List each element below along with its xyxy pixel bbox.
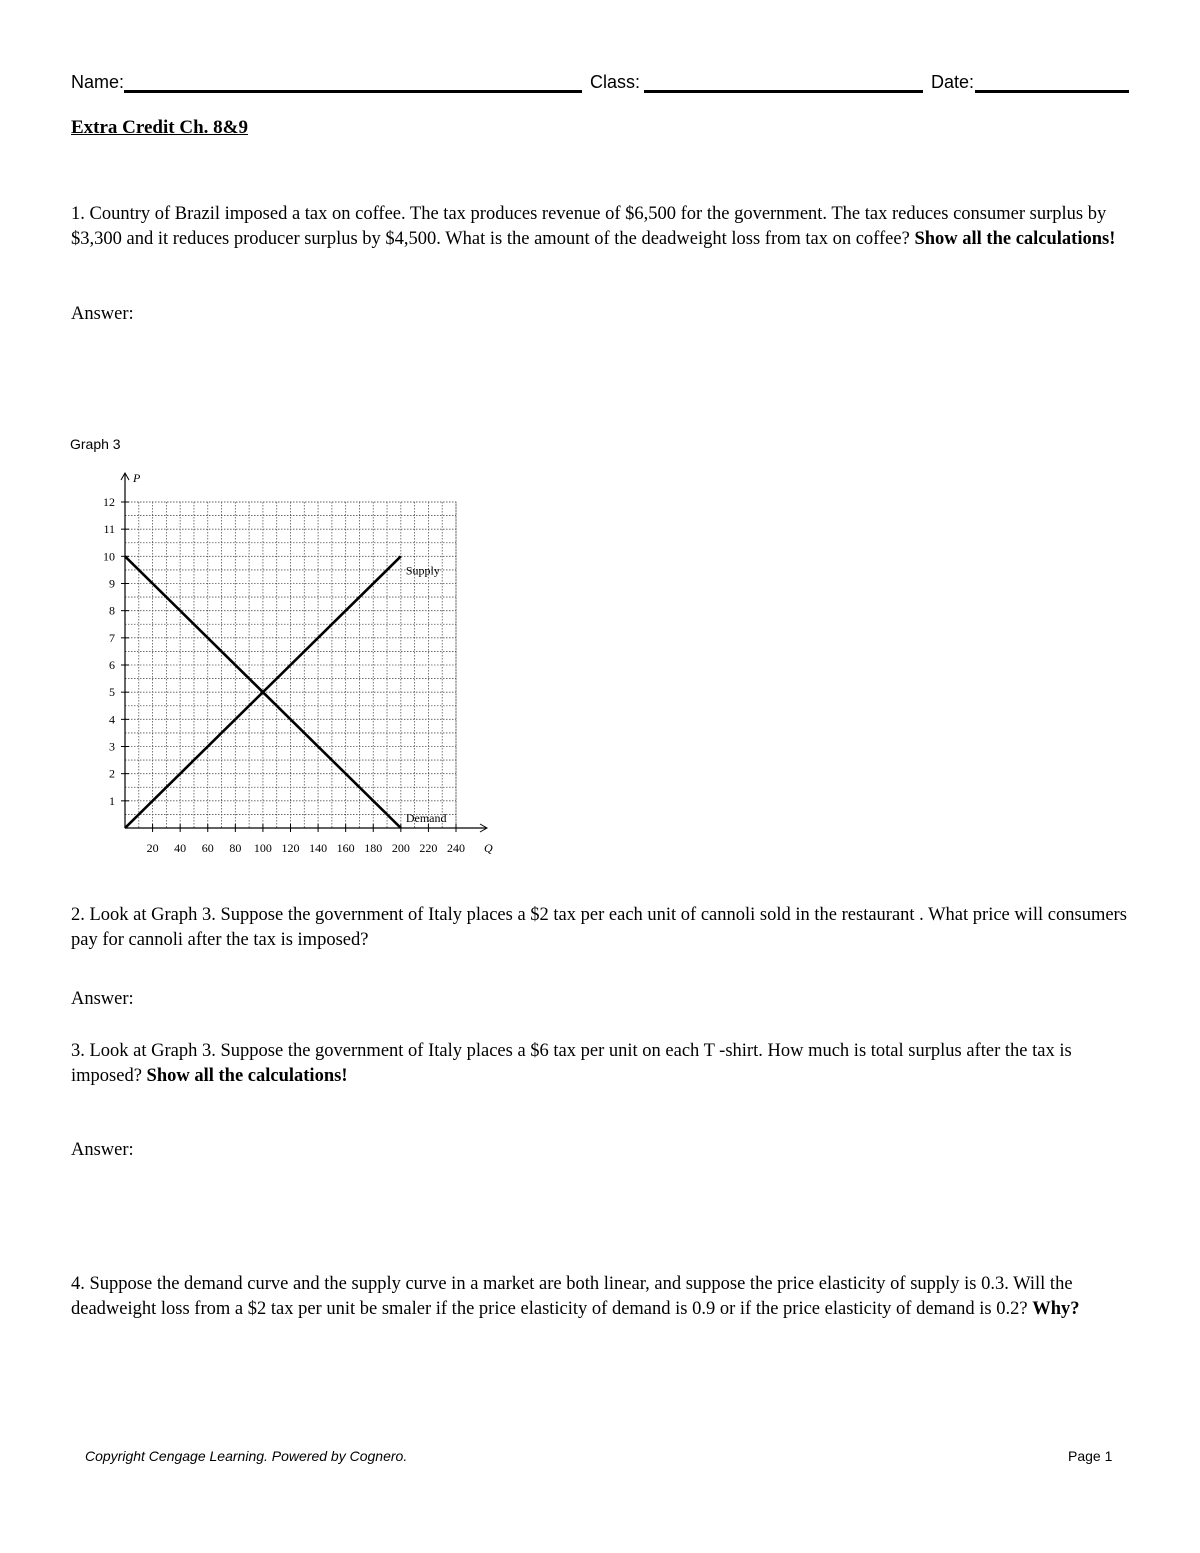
y-tick-label: 4 <box>109 712 115 727</box>
x-tick-label: 240 <box>447 841 465 855</box>
date-field[interactable] <box>975 90 1129 93</box>
question-3 <box>71 1039 1131 1089</box>
y-tick-label: 12 <box>103 495 115 509</box>
y-tick-label: 1 <box>109 793 115 808</box>
y-tick-label: 2 <box>109 766 115 781</box>
page-title: Extra Credit Ch. 8&9 <box>71 117 248 138</box>
x-tick-label: 160 <box>336 841 355 855</box>
class-field[interactable] <box>644 90 923 93</box>
series-demand-label: Demand <box>405 811 447 825</box>
y-tick-label: 6 <box>109 658 115 672</box>
footer-page-number: Page 1 <box>1068 1448 1113 1464</box>
question-4-emphasis: Why? <box>1032 1299 1080 1319</box>
x-tick-label: 220 <box>419 841 438 855</box>
question-3-emphasis: Show all the calculations! <box>146 1066 348 1086</box>
x-tick-label: 60 <box>201 841 214 855</box>
x-axis-title: Q <box>484 841 493 855</box>
x-tick-label: 180 <box>364 841 383 855</box>
y-tick-label: 10 <box>103 549 115 564</box>
question-3-text: 3. Look at Graph 3. Suppose the government of Italy places a $6 tax per unit on each T -shirt. How much is total surplus after the tax is imposed? <box>71 1041 1072 1086</box>
series-supply-label: Supply <box>405 563 440 578</box>
footer-copyright: Copyright Cengage Learning. Powered by Cognero. <box>85 1448 408 1464</box>
x-tick-label: 40 <box>174 841 187 855</box>
chart-labels <box>132 471 493 855</box>
y-tick-label: 3 <box>109 739 115 754</box>
answer-1-label: Answer: <box>71 304 134 324</box>
question-2 <box>71 903 1131 953</box>
question-1 <box>71 202 1131 252</box>
y-tick-label: 5 <box>109 685 115 700</box>
y-axis-title: P <box>133 471 141 485</box>
x-tick-label: 80 <box>229 841 242 855</box>
y-tick-label: 11 <box>103 522 115 537</box>
question-4 <box>71 1272 1131 1322</box>
name-label: Name: <box>71 72 125 92</box>
x-tick-label: 200 <box>391 841 410 855</box>
question-1-emphasis: Show all the calculations! <box>914 229 1116 249</box>
class-label: Class: <box>590 72 641 92</box>
answer-3-label: Answer: <box>71 1140 134 1160</box>
question-4-text: 4. Suppose the demand curve and the supply curve in a market are both linear, and suppose the price elasticity of supply is 0.3. Will the deadweight loss from a $2 tax per unit be smaler if the price elasticity of demand is 0.9 or if the price elasticity of demand is 0.2? <box>71 1274 1073 1319</box>
name-field[interactable] <box>124 90 582 93</box>
graph-label: Graph 3 <box>70 436 121 452</box>
question-2-text: 2. Look at Graph 3. Suppose the government of Italy places a $2 tax per each unit of cannoli sold in the restaurant . What price will consumers pay for cannoli after the tax is imposed? <box>71 905 1127 950</box>
y-tick-label: 8 <box>109 603 115 618</box>
x-tick-label: 140 <box>309 841 328 855</box>
graph-3-chart <box>80 462 500 862</box>
y-tick-label: 7 <box>109 630 115 645</box>
x-tick-label: 100 <box>253 841 272 855</box>
x-tick-label: 20 <box>146 841 159 855</box>
date-label: Date: <box>931 72 975 92</box>
answer-2-label: Answer: <box>71 989 134 1009</box>
question-1-text: 1. Country of Brazil imposed a tax on coffee. The tax produces revenue of $6,500 for the government. The tax reduces consumer surplus by $3,300 and it reduces producer surplus by $4,500. What is the amount of the deadweight loss from tax on coffee? <box>71 204 1107 249</box>
x-tick-label: 120 <box>281 841 300 855</box>
y-tick-label: 9 <box>109 576 115 591</box>
chart-svg <box>80 462 500 862</box>
